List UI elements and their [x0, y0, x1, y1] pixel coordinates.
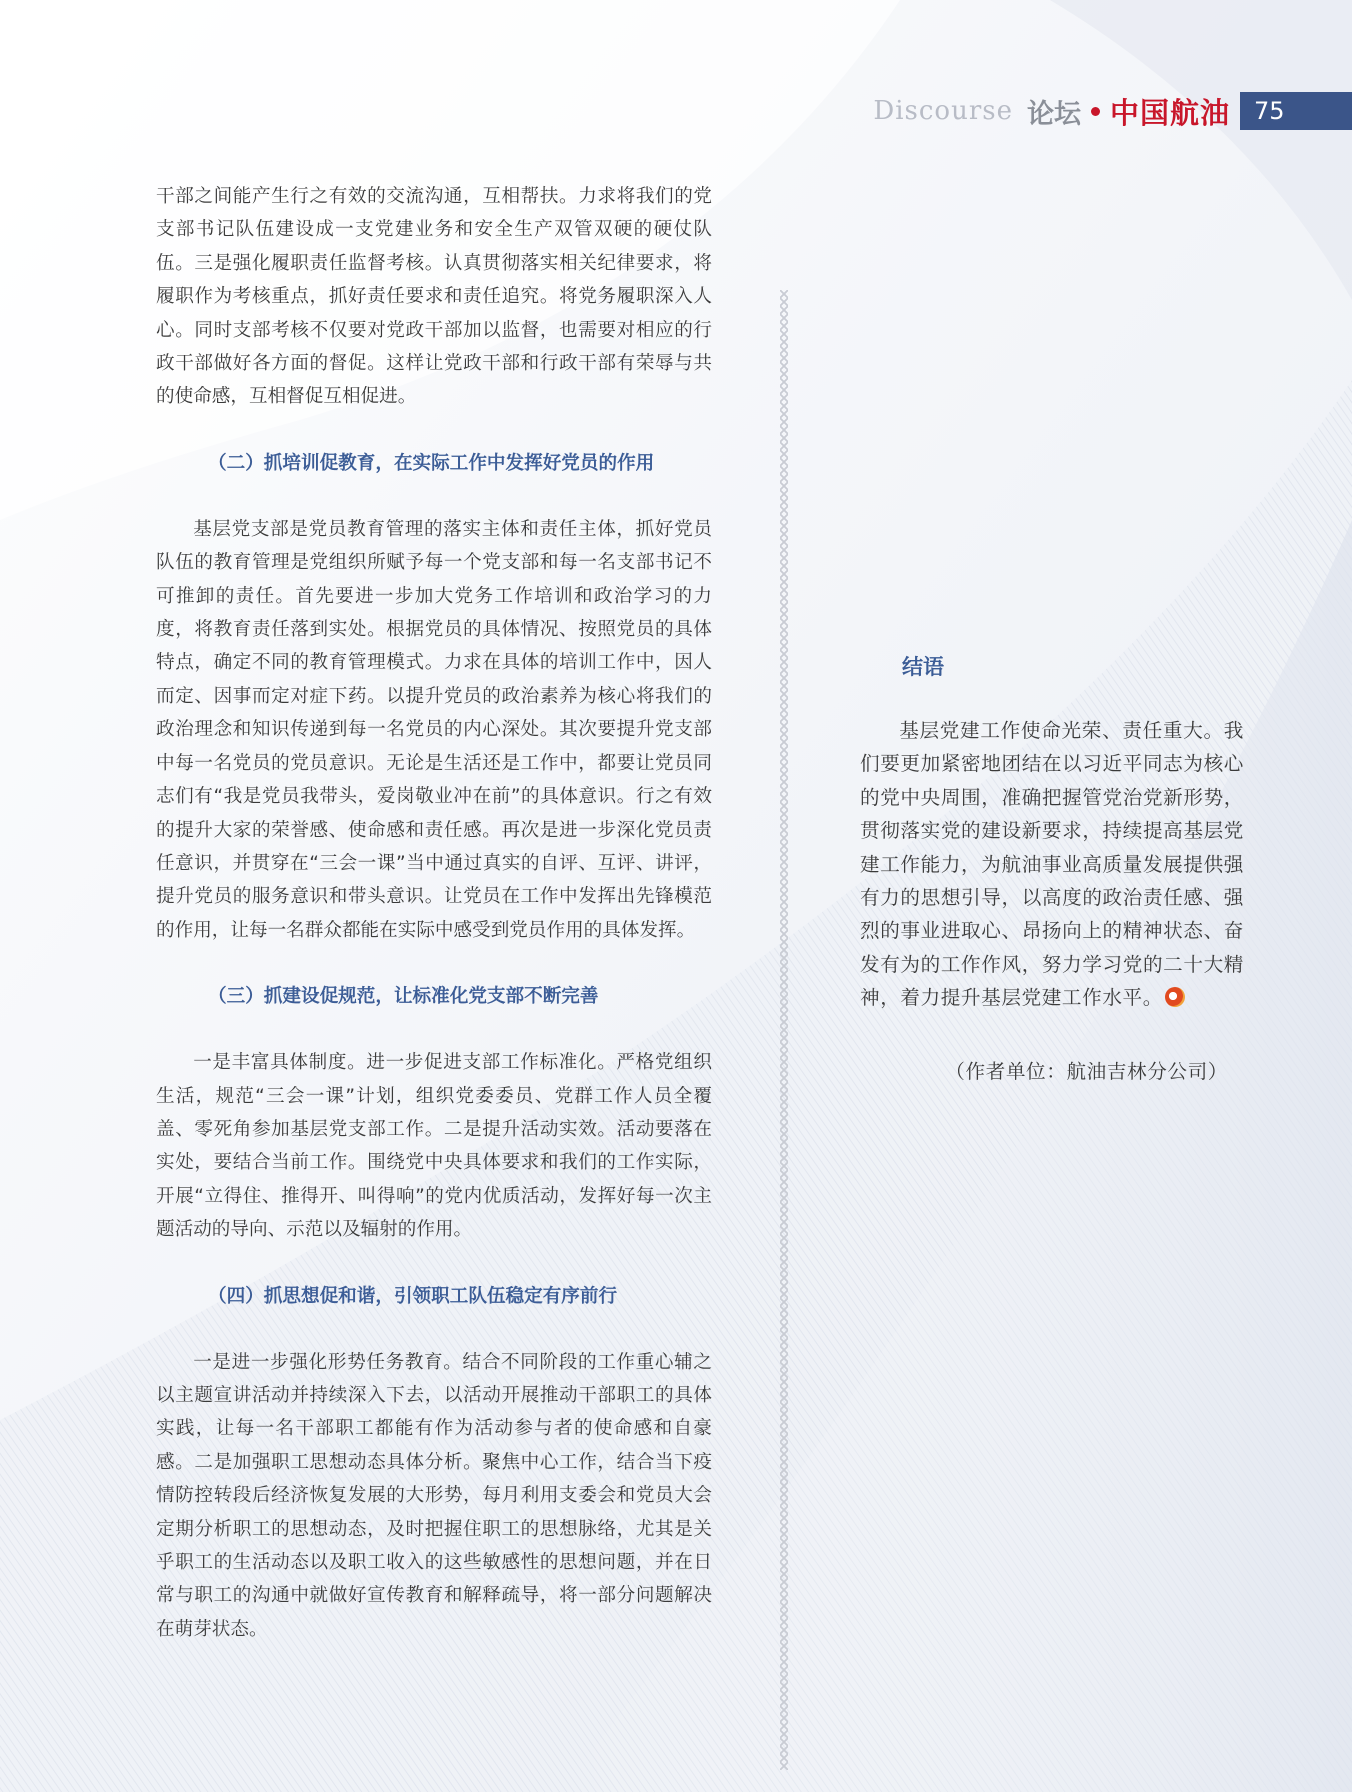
header-section-name: 论坛: [1026, 98, 1081, 130]
conclusion-paragraph: [860, 714, 1244, 1015]
heading-section-4: （四）抓思想促和谐，引领职工队伍稳定有序前行: [208, 1285, 618, 1307]
paragraph-intro: 干部之间能产生行之有效的交流沟通，互相帮扶。力求将我们的党支部书记队伍建设成一支党建业务和安全生产双管双硬的硬仗队伍。三是强化履职责任监督考核。认真贯彻落实相关纪律要求，将履职作为考核重点，抓好责任要求和责任追究。将党务履职深入人心。同时支部考核不仅要对党政干部加以监督，也需要对相应的行政干部做好各方面的督促。这样让党政干部和行政干部有荣辱与共的使命感，互相督促互相促进。: [156, 186, 712, 408]
end-mark-icon: [1165, 987, 1185, 1007]
header-discourse: Discourse: [873, 96, 1013, 126]
header-dot-icon: [1091, 107, 1100, 116]
header-brand: 中国航油: [1109, 95, 1230, 130]
column-divider: [780, 290, 788, 1770]
left-column: [156, 180, 712, 1646]
paragraph-section-3: 一是丰富具体制度。进一步促进支部工作标准化。严格党组织生活，规范“三会一课”计划，组织党委委员、党群工作人员全覆盖、零死角参加基层党支部工作。二是提升活动实效。活动要落在实处，要结合当前工作。围绕党中央具体要求和我们的工作实际，开展“立得住、推得开、叫得响”的党内优质活动，发挥好每一次主题活动的导向、示范以及辐射的作用。: [156, 1052, 712, 1241]
conclusion-text: 基层党建工作使命光荣、责任重大。我们要更加紧密地团结在以习近平同志为核心的党中央周围，准确把握管党治党新形势，贯彻落实党的建设新要求，持续提高基层党建工作能力，为航油事业高质量发展提供强有力的思想引导，以高度的政治责任感、强烈的事业进取心、昂扬向上的精神状态、奋发有为的工作作风，努力学习党的二十大精神，着力提升基层党建工作水平。: [860, 719, 1244, 1010]
heading-section-2: （二）抓培训促教育，在实际工作中发挥好党员的作用: [208, 452, 655, 474]
right-column: [860, 650, 1244, 1084]
author-affiliation: （作者单位：航油吉林分公司）: [945, 1059, 1228, 1083]
heading-section-3: （三）抓建设促规范，让标准化党支部不断完善: [208, 986, 599, 1008]
paragraph-section-2: 基层党支部是党员教育管理的落实主体和责任主体，抓好党员队伍的教育管理是党组织所赋予每一个党支部和每一名支部书记不可推卸的责任。首先要进一步加大党务工作培训和政治学习的力度，将教育责任落到实处。根据党员的具体情况、按照党员的具体特点，确定不同的教育管理模式。力求在具体的培训工作中，因人而定、因事而定对症下药。以提升党员的政治素养为核心将我们的政治理念和知识传递到每一名党员的内心深处。其次要提升党支部中每一名党员的党员意识。无论是生活还是工作中，都要让党员同志们有“我是党员我带头，爱岗敬业冲在前”的具体意识。行之有效的提升大家的荣誉感、使命感和责任感。再次是进一步深化党员责任意识，并贯穿在“三会一课”当中通过真实的自评、互评、讲评，提升党员的服务意识和带头意识。让党员在工作中发挥出先锋模范的作用，让每一名群众都能在实际中感受到党员作用的具体发挥。: [156, 518, 712, 941]
page-header: [752, 92, 1352, 130]
paragraph-section-4: 一是进一步强化形势任务教育。结合不同阶段的工作重心辅之以主题宣讲活动并持续深入下去，以活动开展推动干部职工的具体实践，让每一名干部职工都能有作为活动参与者的使命感和自豪感。二是加强职工思想动态具体分析。聚焦中心工作，结合当下疫情防控转段后经济恢复发展的大形势，每月利用支委会和党员大会定期分析职工的思想动态，及时把握住职工的思想脉络，尤其是关乎职工的生活动态以及职工收入的这些敏感性的思想问题，并在日常与职工的沟通中就做好宣传教育和解释疏导，将一部分问题解决在萌芽状态。: [156, 1351, 712, 1640]
page-number: 75: [1240, 92, 1352, 130]
conclusion-title: 结语: [902, 655, 944, 679]
